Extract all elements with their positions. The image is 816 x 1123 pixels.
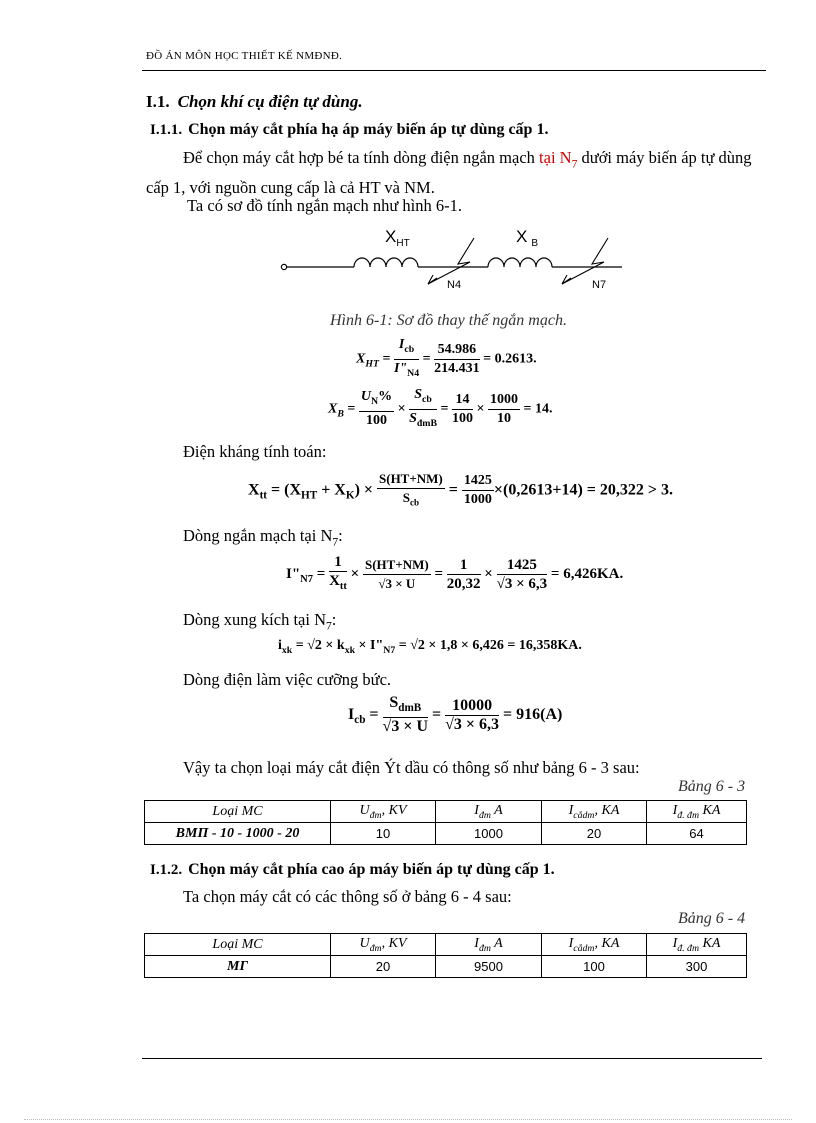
inductor-xb: [488, 258, 552, 267]
label-n7: N7: [592, 279, 607, 291]
header-rule: [142, 70, 766, 71]
table-2-cell: MΓ: [145, 956, 331, 978]
label-xb: X $_B$: [516, 227, 539, 249]
subsection-1-heading: [150, 121, 548, 139]
section-number: I.1.: [146, 92, 170, 111]
section-heading: [146, 92, 363, 112]
table-1-cell: 64: [647, 823, 747, 845]
table-1-cell: 10: [331, 823, 436, 845]
inductor-xht: [354, 258, 418, 267]
equation-xtt: $X_{tt} = (X_{HT} + X_K)$ × $\frac{S(HT+NM)}{S_{cb}}$ = $\frac{1425}{1000}$ ×(0,2613+14) = 20,322 > 3.: [248, 471, 674, 508]
subsection-2-number: I.1.2.: [150, 862, 183, 878]
label-dong-cuong-buc: Dòng điện làm việc cưỡng bức.: [183, 670, 392, 689]
table-1-header-cell: $U_{đm}$, KV: [331, 801, 436, 823]
section-title: Chọn khí cụ điện tự dùng.: [177, 92, 363, 111]
equation-xht: $X_{HT}$ = $\frac{I_{cb}}{I"_{N4}}$ = $\frac{54.986}{214.431}$ = 0.2613.: [356, 337, 537, 379]
subsection-1-title: Chọn máy cắt phía hạ áp máy biến áp tự dùng cấp 1.: [188, 121, 549, 138]
label-n4: N4: [447, 279, 462, 291]
fault-n4-symbol: [428, 238, 474, 284]
table-2-row: [145, 956, 747, 978]
subsection-2-heading: [150, 861, 555, 879]
table-2-cell: 300: [647, 956, 747, 978]
table-2-header-cell: Loại MC: [145, 934, 331, 956]
table-1-row: [145, 823, 747, 845]
table-2: [144, 933, 747, 978]
terminal-node: [281, 264, 286, 269]
table-2-header-cell: $I_{cắdm}$, KA: [542, 934, 647, 956]
equation-ixk: $i_{xk} = √2 \times k_{xk}$ × $I"_{N7} = √2 \times 1,8 \times 6,426 = 16,358KA$.: [278, 638, 582, 656]
table-1: [144, 800, 747, 845]
table-2-cell: 9500: [436, 956, 542, 978]
table-1-header-cell: Loại MC: [145, 801, 331, 823]
table-1-cell: BMΠ - 10 - 1000 - 20: [145, 823, 331, 845]
table-1-caption: Bảng 6 - 3: [678, 778, 746, 795]
paragraph-2: Ta có sơ đồ tính ngắn mạch như hình 6-1.: [187, 196, 462, 215]
subsection-1-number: I.1.1.: [150, 122, 183, 138]
label-dong-xung-kich: Dòng xung kích tại $N_7$:: [183, 610, 337, 633]
circuit-diagram: [270, 222, 630, 296]
table-2-header-cell: $I_{đm}$ A: [436, 934, 542, 956]
paragraph-1-text-b: dưới máy biến áp tự dùng cấp 1, với nguồn cung cấp là cả HT và NM.: [146, 148, 752, 198]
table-1-cell: 20: [542, 823, 647, 845]
equation-xb: $X_B$ = $\frac{U_N\%}{100}$ × $\frac{S_{cb}}{S_{đmB}}$ = $\frac{14}{100}$ × $\frac{1000}{10}$ = 14.: [328, 387, 553, 429]
paragraph-3: Ta chọn máy cắt có các thông số ở bảng 6 - 4 sau:: [183, 887, 512, 906]
table-1-header-row: [145, 801, 747, 823]
table-2-caption: Bảng 6 - 4: [678, 910, 746, 927]
subsection-2-title: Chọn máy cắt phía cao áp máy biến áp tự dùng cấp 1.: [188, 861, 555, 878]
paragraph-1-text-a: Để chọn máy cắt hợp bé ta tính dòng điện ngắn mạch: [183, 148, 540, 167]
equation-in7: $I"_{N7}$ = $\frac{1}{X_{tt}}$ × $\frac{S(HT+NM)}{√3 \times U}$ = $\frac{1}{20,32}$ × $\frac{1425}{√3 \times 6,3}$ = 6,426KA.: [286, 554, 624, 592]
table-1-header-cell: $I_{cắdm}$, KA: [542, 801, 647, 823]
fault-n7-symbol: [562, 238, 608, 284]
equation-icb: $I_{cb}$ = $\frac{S_{dmB}}{√3 \times U}$ = $\frac{10000}{√3 \times 6,3}$ = 916(A): [348, 694, 563, 736]
page-header: ĐỒ ÁN MÔN HỌC THIẾT KẾ NMĐNĐ.: [146, 50, 343, 62]
table-2-header-row: [145, 934, 747, 956]
table-2-cell: 100: [542, 956, 647, 978]
table-2-cell: 20: [331, 956, 436, 978]
footer-rule: [142, 1058, 762, 1059]
label-dien-khang: Điện kháng tính toán:: [183, 442, 327, 461]
label-dong-ngan-mach: Dòng ngắn mạch tại $N_7$:: [183, 526, 343, 549]
page-bottom-dotted-rule: [24, 1119, 792, 1120]
figure-caption: Hình 6-1: Sơ đồ thay thế ngắn mạch.: [330, 312, 567, 329]
conclusion-1: Vậy ta chọn loại máy cắt điện Ýt dầu có thông số như bảng 6 - 3 sau:: [183, 758, 640, 777]
table-1-cell: 1000: [436, 823, 542, 845]
label-xht: $X_{HT}$: [385, 227, 410, 249]
paragraph-1: [146, 146, 766, 199]
table-2-header-cell: $U_{đm}$, KV: [331, 934, 436, 956]
table-1-header-cell: $I_{đm}$ A: [436, 801, 542, 823]
table-2-header-cell: $I_{đ. đm}$ KA: [647, 934, 747, 956]
paragraph-1-red: tại $N_7$: [539, 148, 578, 171]
table-1-header-cell: $I_{đ. đm}$ KA: [647, 801, 747, 823]
